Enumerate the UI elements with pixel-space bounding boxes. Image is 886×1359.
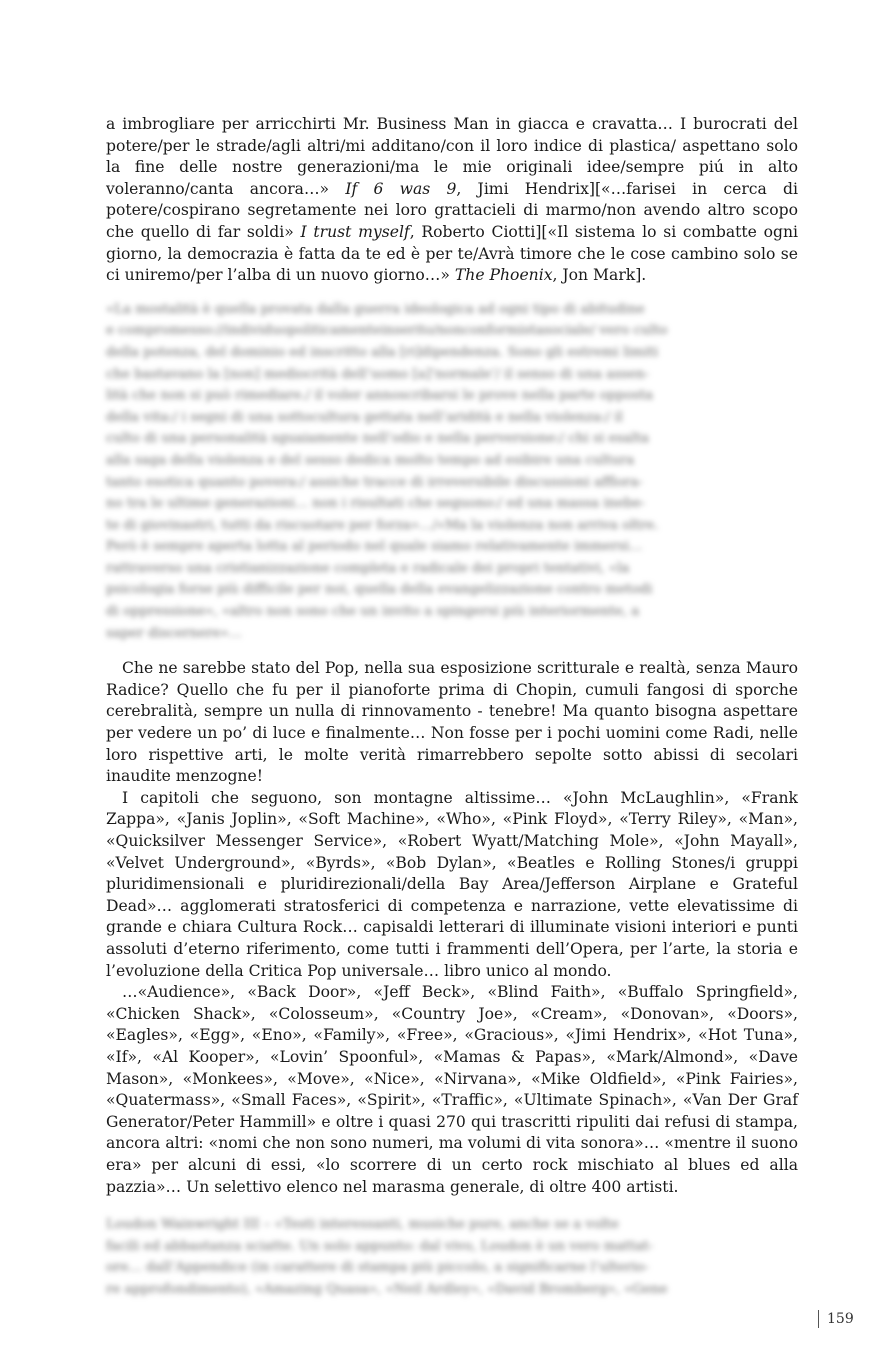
blurred-line: rattraverso una cristianizzazione completa e radicale dei propri tentativi, «la	[106, 560, 630, 576]
song-title: I trust myself	[300, 222, 410, 241]
paragraph-chapters: I capitoli che seguono, son montagne altissime… «John McLaughlin», «Frank Zappa», «Janis Joplin», «Soft Machine», «Who», «Pink Floyd», «Terry Riley», «Man», «Quicksilver Messenger Service», «Robert Wyatt/Matching Mole», «John Mayall», «Velvet Underground», «Byrds», «Bob Dylan», «Beatles e Rolling Stones/i gruppi pluridimensionali e pluridirezionali/della Bay Area/Jefferson Airplane e Grateful Dead»… agglomerati stratosferici di competenza e narrazione, vette elevatissime di grande e chiara Cultura Rock… capisaldi letterari di illuminate visioni interiori e punti assoluti d’eterno riferimento, come tutti i frammenti dell’Opera, per l’arte, la storia e l’evoluzione della Critica Pop universale… libro unico al mondo.	[106, 788, 798, 980]
paragraph-quotes	[106, 114, 798, 287]
text-run: a imbrogliare per arricchirti Mr. Business Man in giacca e cravatta… I burocrati del potere/per le strade/agli altri/mi additano/con il loro indice di plastica/ aspettano solo la fine delle nostre generazioni/ma le mie originali idee/sempre piú in alto voleranno/canta ancora…»	[106, 115, 798, 198]
blurred-line: lità che non si può rimediare./ il voler annoscribarsi le prove nella parte opposta	[106, 388, 654, 404]
page-number	[818, 1310, 854, 1328]
blurred-line: della vita:/ i segni di una sottocultura gettata nell’aridità e nella violenza:/ il	[106, 409, 623, 425]
blurred-line: no tra le ultime generazioni… non i risultati che seguono:/ ed una massa inebe-	[106, 496, 646, 512]
blurred-line: alla saga della violenza e del sesso dedica molto tempo ad esibire una cultura	[106, 452, 635, 468]
page-body	[106, 114, 798, 1300]
blurred-line: facili ed abbastanza sciatte. Un solo appunto: dal vivo, Loudon è un vero mattat-	[106, 1238, 654, 1254]
blurred-line: «La mostalità è quella provata dalla guerra ideologica ad ogni tipo di abitudine	[106, 301, 645, 317]
paragraph-radice: Che ne sarebbe stato del Pop, nella sua esposizione scritturale e realtà, senza Mauro Radice? Quello che fu per il pianoforte prima di Chopin, cumuli fangosi di sporche cerebralità, sempre un nulla di rinnovamento - tenebre! Ma quanto bisogna aspettare per vedere un po’ di luce e finalmente… Non fosse per i pochi uomini come Radi, nelle loro rispettive arti, le molte verità rimarrebbero sepolte sotto abissi di secolari inaudite menzogne!	[106, 659, 798, 786]
blurred-line: Però è sempre aperta lotta al periodo nel quale siamo relativamente immersi…	[106, 539, 643, 555]
song-title: The Phoenix	[454, 266, 553, 285]
page-number-text: 159	[827, 1311, 854, 1327]
blurred-line: culto di una personalità sguaiamente nell’odio e nella perversione:/ chi si esalta	[106, 431, 649, 447]
blurred-line: che bastavano la [non] mediocrità dell’uomo [a]‘normale’/ il senso di una assen-	[106, 366, 650, 382]
blurred-end-block	[106, 1214, 798, 1300]
paragraph-artists: …«Audience», «Back Door», «Jeff Beck», «Blind Faith», «Buffalo Springfield», «Chicken Shack», «Colosseum», «Country Joe», «Cream», «Donovan», «Doors», «Eagles», «Egg», «Eno», «Family», «Free», «Gracious», «Jimi Hendrix», «Hot Tuna», «If», «Al Kooper», «Lovin’ Spoonful», «Mamas & Papas», «Mark/Almond», «Dave Mason», «Monkees», «Move», «Nice», «Nirvana», «Mike Oldfield», «Pink Fairies», «Quatermass», «Small Faces», «Spirit», «Traffic», «Ultimate Spinach», «Van Der Graf Generator/Peter Hammill» e oltre i quasi 270 qui trascritti ripuliti dai refusi di stampa, ancora altri: «nomi che non sono numeri, ma volumi di vita sonora»… «mentre il suono era» per alcuni di essi, «lo scorrere di un certo rock mischiato al blues ed alla pazzia»… Un selettivo elenco nel marasma generale, di oltre 400 artisti.	[106, 983, 798, 1196]
blurred-line: e compromesso://individuopoliticamenteinserito/nonconformistasociale/ vero culto	[106, 323, 668, 339]
blurred-line: te di giovinastri, tutti da riscuotare per forza»…/«Ma la violenza non arriva oltre.	[106, 517, 659, 533]
blurred-line: ore… dall’Appendice (in carattere di stampa più piccolo, a significarne l’ulterio-	[106, 1260, 649, 1276]
text-run: , Roberto Ciotti][«Il sistema lo si combatte ogni giorno, la democrazia è fatta da te ed è per te/Avrà timore che le cose cambino solo se ci uniremo/per l’alba di un nuovo giorno…»	[106, 222, 798, 285]
blurred-line: della potenza, del dominio ed inscritto alla [ri]dipendenza. Sono gli estremi limiti	[106, 344, 659, 360]
text-run: , Jon Mark].	[552, 266, 647, 285]
text-run: , Jimi Hendrix][«…farisei in cerca di potere/cospirano segretamente nei loro grattacieli di marmo/non avendo altro scopo che quello di far soldi»	[106, 179, 798, 241]
folio-divider	[818, 1310, 819, 1328]
blurred-line: Loudon Wainwright III – «Testi interessanti, musiche pure, anche se a volte	[106, 1217, 619, 1233]
blurred-quote-block	[106, 299, 798, 645]
blurred-line: tanto esotica quanto povera:/ assiche tracce di irreversibile discussioni afflora-	[106, 474, 643, 490]
blurred-line: saper discernere»…	[106, 625, 243, 641]
blurred-line: re approfondimento), «Amazing Quasa», «Neil Ardley», «David Bromberg», «Gene	[106, 1281, 668, 1297]
song-title: If 6 was 9	[345, 179, 457, 198]
blurred-line: di oppressione», «altro non sono che un invito a spingersi più interiormente, a	[106, 604, 640, 620]
blurred-line: psicologia forse più difficile per noi, quella della evangelizzazione contro metodi	[106, 582, 653, 598]
